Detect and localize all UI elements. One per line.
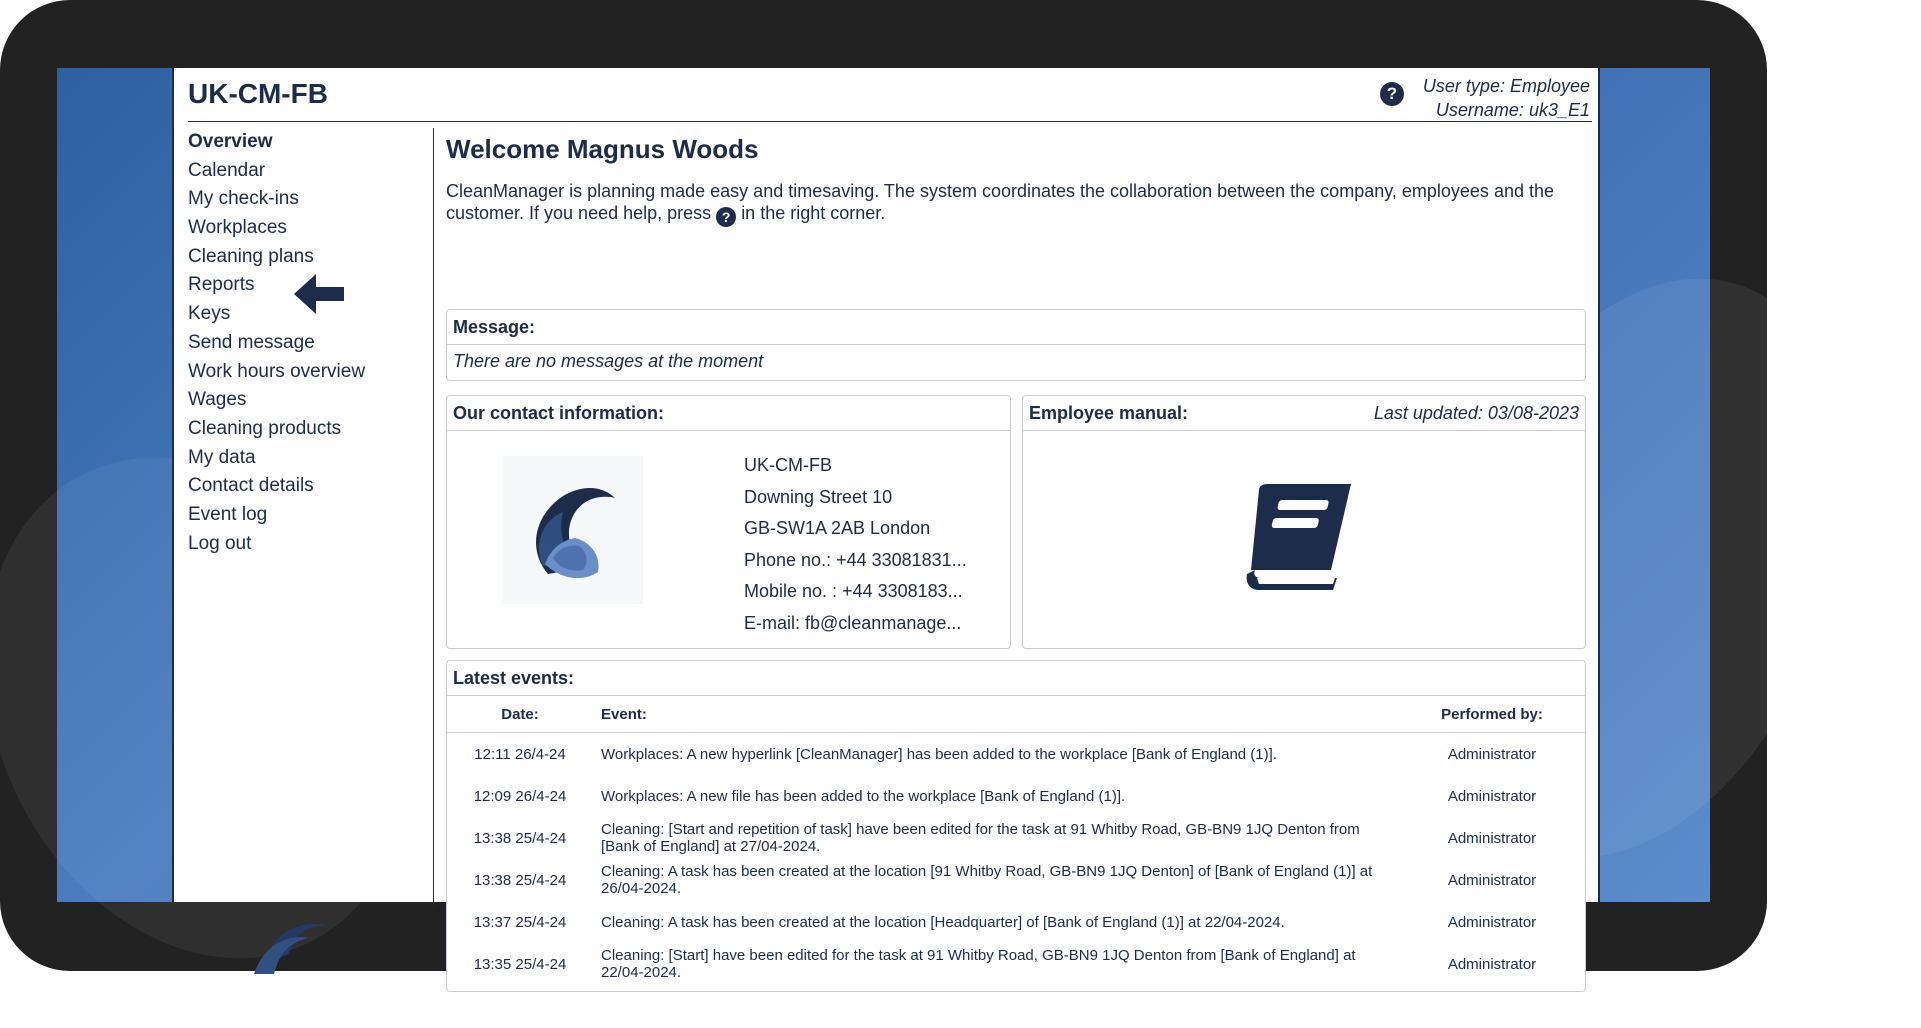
message-panel: [446, 309, 1586, 381]
event-date: 13:38 25/4-24: [473, 871, 567, 889]
sidebar-item-overview[interactable]: Overview: [188, 131, 273, 152]
page-title: Welcome Magnus Woods: [446, 134, 759, 164]
event-performed-by: Administrator: [1447, 955, 1537, 973]
intro-text-part: in the right corner.: [741, 203, 886, 223]
contact-company: UK-CM-FB: [744, 455, 832, 475]
sidebar-item-cleaning-products[interactable]: Cleaning products: [188, 417, 342, 439]
contact-mobile: Mobile no. : +44 3308183...: [744, 581, 963, 602]
contact-panel: [446, 395, 1011, 649]
event-performed-by: Administrator: [1447, 745, 1537, 763]
sidebar-item-wages[interactable]: Wages: [188, 389, 247, 411]
header-divider: [188, 121, 1592, 122]
left-arrow-icon: [292, 272, 346, 316]
event-performed-by: Administrator: [1447, 829, 1537, 847]
table-row: [447, 901, 1585, 943]
contact-lines: [744, 450, 984, 640]
help-icon: ?: [716, 207, 736, 227]
book-icon[interactable]: [1241, 482, 1361, 592]
column-header-performed-by: Performed by:: [1399, 696, 1585, 733]
sidebar-nav: [174, 128, 436, 908]
contact-panel-title: Our contact information:: [447, 396, 1010, 431]
cleanmanager-logo: [503, 456, 643, 604]
contact-phone: Phone no.: +44 33081831...: [744, 549, 967, 570]
event-date: 13:37 25/4-24: [473, 913, 567, 931]
event-description: Cleaning: [Start and repetition of task] have been edited for the task at 91 Whitby Road, GB-BN9 1JQ Denton from [Bank of England] at 27/04-2024.: [601, 821, 1360, 855]
table-row: [447, 817, 1585, 859]
event-description: Cleaning: A task has been created at the location [Headquarter] of [Bank of England (1)] at 22/04-2024.: [601, 913, 1285, 931]
sidebar-item-my-check-ins[interactable]: My check-ins: [188, 188, 299, 210]
intro-text: [446, 180, 1586, 227]
event-date: 13:35 25/4-24: [473, 955, 567, 973]
sidebar-item-cleaning-plans[interactable]: Cleaning plans: [188, 245, 314, 267]
event-description: Cleaning: [Start] have been edited for the task at 91 Whitby Road, GB-BN9 1JQ Denton from [Bank of England] at 22/04-2024.: [601, 947, 1356, 981]
nav-list: [188, 128, 365, 558]
sidebar-item-keys[interactable]: Keys: [188, 303, 231, 325]
event-performed-by: Administrator: [1447, 913, 1537, 931]
events-panel-title: Latest events:: [447, 661, 1585, 696]
intro-text-part: CleanManager is planning made easy and timesaving. The system coordinates the collaboration between the company, employees and the customer. If you need help, press: [446, 181, 1554, 223]
events-header-row: [447, 696, 1585, 733]
table-row: [447, 943, 1585, 985]
message-panel-title: Message:: [447, 310, 1585, 345]
table-row: [447, 775, 1585, 817]
sidebar-item-send-message[interactable]: Send message: [188, 331, 315, 353]
user-info: [1423, 74, 1590, 122]
contact-city: GB-SW1A 2AB London: [744, 518, 931, 539]
manual-updated: Last updated: 03/08-2023: [1373, 403, 1579, 423]
table-row: [447, 733, 1585, 776]
event-date: 12:09 26/4-24: [473, 787, 567, 805]
sidebar-item-event-log[interactable]: Event log: [188, 503, 268, 525]
app-title: UK-CM-FB: [188, 78, 328, 109]
sidebar-item-log-out[interactable]: Log out: [188, 532, 252, 554]
help-icon[interactable]: ?: [1380, 82, 1404, 106]
app-page: [172, 68, 1600, 981]
event-performed-by: Administrator: [1447, 871, 1537, 889]
manual-panel-header: [1023, 396, 1585, 431]
sidebar-divider: [433, 128, 434, 908]
sidebar-item-contact-details[interactable]: Contact details: [188, 475, 314, 497]
username: Username: uk3_E1: [1435, 100, 1590, 120]
event-description: Workplaces: A new file has been added to the workplace [Bank of England (1)].: [601, 787, 1126, 805]
sidebar-item-calendar[interactable]: Calendar: [188, 159, 266, 181]
sidebar-item-workplaces[interactable]: Workplaces: [188, 217, 287, 239]
contact-street: Downing Street 10: [744, 486, 893, 507]
manual-panel: [1022, 395, 1586, 649]
event-date: 13:38 25/4-24: [473, 829, 567, 847]
event-performed-by: Administrator: [1447, 787, 1537, 805]
message-text: There are no messages at the moment: [453, 351, 764, 371]
user-type: User type: Employee: [1422, 76, 1590, 96]
sidebar-item-my-data[interactable]: My data: [188, 446, 256, 468]
event-description: Cleaning: A task has been created at the location [91 Whitby Road, GB-BN9 1JQ Denton] of [Bank of England (1)] at 26/04-2024.: [601, 863, 1373, 897]
event-description: Workplaces: A new hyperlink [CleanManager] has been added to the workplace [Bank of England (1)].: [601, 745, 1277, 763]
column-header-event: Event:: [593, 696, 1399, 733]
contact-email[interactable]: E-mail: fb@cleanmanage...: [744, 612, 962, 633]
app-header: [174, 68, 1598, 122]
cleanmanager-logo: [224, 904, 354, 984]
column-header-date: Date:: [447, 696, 593, 733]
table-row: [447, 859, 1585, 901]
sidebar-item-work-hours-overview[interactable]: Work hours overview: [188, 360, 366, 382]
event-date: 12:11 26/4-24: [474, 745, 566, 763]
manual-panel-title: Employee manual:: [1029, 403, 1189, 423]
events-panel: [446, 660, 1586, 992]
events-body: [447, 733, 1585, 986]
screen: [57, 68, 1710, 981]
events-table: [447, 696, 1585, 985]
sidebar-item-reports[interactable]: Reports: [188, 274, 255, 296]
